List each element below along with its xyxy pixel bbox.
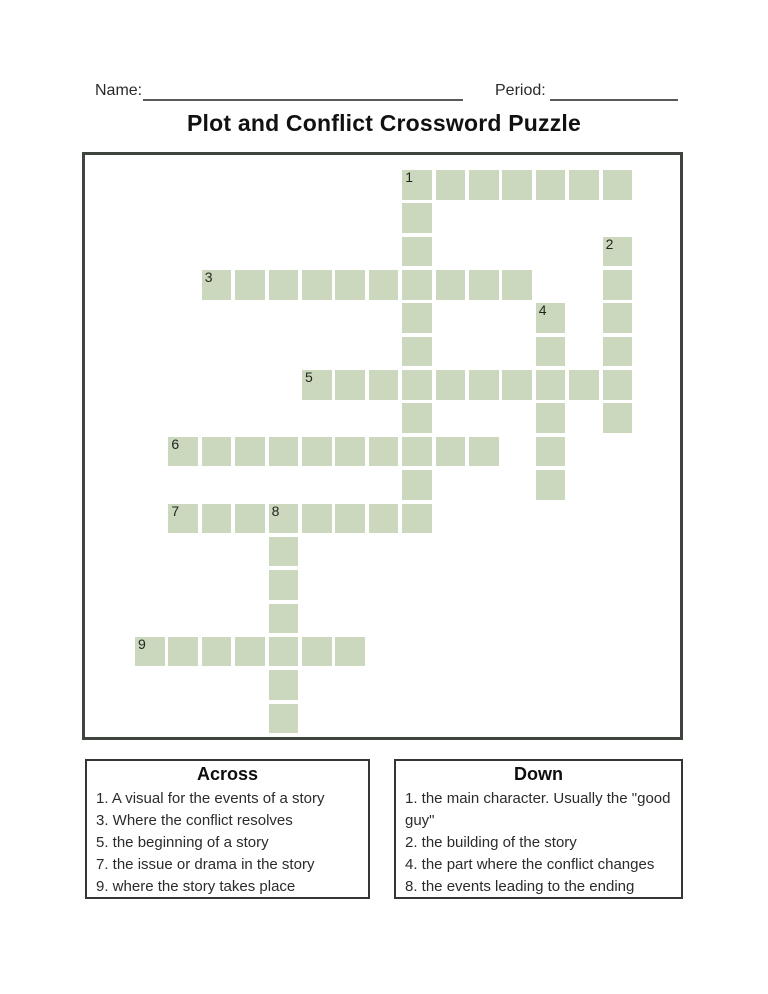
crossword-cell[interactable] [603, 270, 633, 300]
crossword-cell[interactable] [335, 637, 365, 667]
crossword-cell[interactable] [603, 370, 633, 400]
crossword-cell[interactable] [402, 203, 432, 233]
crossword-cell[interactable] [536, 337, 566, 367]
crossword-cell[interactable] [269, 604, 299, 634]
down-clues-title: Down [514, 764, 563, 784]
crossword-cell[interactable] [402, 303, 432, 333]
down-clue-2: 2. the building of the story [405, 834, 577, 851]
crossword-cell[interactable] [402, 403, 432, 433]
cell-number: 4 [538, 302, 547, 319]
crossword-cell[interactable] [335, 370, 365, 400]
crossword-cell[interactable] [436, 370, 466, 400]
across-clues-box [85, 759, 370, 899]
crossword-cell[interactable] [469, 370, 499, 400]
crossword-cell[interactable] [536, 437, 566, 467]
crossword-cell[interactable] [402, 437, 432, 467]
cell-number: 8 [271, 502, 280, 519]
period-label: Period: [495, 82, 546, 99]
crossword-cell[interactable] [235, 437, 265, 467]
crossword-grid [82, 152, 683, 740]
crossword-cell[interactable] [369, 504, 399, 534]
across-clue-3: 3. Where the conflict resolves [96, 812, 293, 829]
cell-number: 2 [605, 235, 614, 252]
crossword-cell[interactable] [603, 237, 633, 267]
down-clues-box [394, 759, 683, 899]
crossword-cell[interactable] [369, 437, 399, 467]
crossword-cell[interactable] [603, 303, 633, 333]
crossword-cell[interactable] [402, 337, 432, 367]
crossword-cell[interactable] [502, 370, 532, 400]
crossword-cell[interactable] [302, 504, 332, 534]
crossword-cell[interactable] [402, 504, 432, 534]
crossword-cell[interactable] [302, 270, 332, 300]
name-blank-line[interactable] [143, 99, 463, 101]
crossword-cell[interactable] [202, 270, 232, 300]
crossword-cell[interactable] [569, 370, 599, 400]
crossword-cell[interactable] [269, 704, 299, 734]
crossword-cell[interactable] [269, 437, 299, 467]
crossword-cell[interactable] [402, 470, 432, 500]
crossword-cell[interactable] [469, 270, 499, 300]
name-label: Name: [95, 82, 143, 99]
cell-number: 1 [405, 169, 413, 185]
crossword-cell[interactable] [302, 370, 332, 400]
cell-number: 3 [204, 269, 213, 286]
across-clues-title: Across [196, 764, 259, 784]
across-clue-5: 5. the beginning of a story [96, 834, 269, 851]
crossword-cell[interactable] [302, 437, 332, 467]
crossword-cell[interactable] [369, 370, 399, 400]
crossword-cell[interactable] [502, 170, 532, 200]
crossword-cell[interactable] [135, 637, 165, 667]
crossword-cell[interactable] [402, 270, 432, 300]
crossword-cell[interactable] [402, 370, 432, 400]
crossword-cell[interactable] [469, 437, 499, 467]
crossword-cell[interactable] [536, 470, 566, 500]
cell-number: 9 [138, 635, 146, 652]
across-clue-7: 7. the issue or drama in the story [96, 856, 315, 873]
crossword-cell[interactable] [235, 504, 265, 534]
crossword-cell[interactable] [235, 270, 265, 300]
crossword-cell[interactable] [603, 170, 633, 200]
across-clue-9: 9. where the story takes place [96, 878, 296, 895]
crossword-cell[interactable] [402, 170, 432, 200]
cell-number: 6 [171, 435, 180, 452]
crossword-cell[interactable] [269, 270, 299, 300]
cell-number: 5 [305, 369, 313, 386]
crossword-cell[interactable] [569, 170, 599, 200]
crossword-cell[interactable] [335, 504, 365, 534]
crossword-cell[interactable] [536, 370, 566, 400]
crossword-cell[interactable] [202, 437, 232, 467]
period-blank-line[interactable] [550, 99, 678, 101]
cell-number: 7 [171, 502, 180, 519]
down-clue-list [405, 788, 672, 898]
crossword-cell[interactable] [436, 270, 466, 300]
crossword-cell[interactable] [502, 270, 532, 300]
crossword-cell[interactable] [536, 170, 566, 200]
across-clue-list [96, 788, 359, 898]
crossword-cell[interactable] [202, 637, 232, 667]
across-clue-1: 1. A visual for the events of a story [96, 790, 325, 807]
crossword-cell[interactable] [269, 504, 299, 534]
crossword-cell[interactable] [235, 637, 265, 667]
crossword-cell[interactable] [603, 403, 633, 433]
crossword-cell[interactable] [168, 437, 198, 467]
crossword-cell[interactable] [269, 637, 299, 667]
crossword-cell[interactable] [168, 504, 198, 534]
crossword-cell[interactable] [202, 504, 232, 534]
crossword-cell[interactable] [269, 570, 299, 600]
down-clue-8: 8. the events leading to the ending [405, 878, 635, 895]
crossword-cell[interactable] [436, 170, 466, 200]
crossword-cell[interactable] [402, 237, 432, 267]
crossword-cell[interactable] [335, 437, 365, 467]
down-clue-4: 4. the part where the conflict changes [405, 856, 655, 873]
crossword-cell[interactable] [168, 637, 198, 667]
crossword-cell[interactable] [302, 637, 332, 667]
crossword-cell[interactable] [603, 337, 633, 367]
worksheet-title: Plot and Conflict Crossword Puzzle [187, 110, 581, 136]
crossword-cell[interactable] [469, 170, 499, 200]
crossword-cell[interactable] [436, 437, 466, 467]
crossword-cell[interactable] [269, 537, 299, 567]
down-clue-1: 1. the main character. Usually the "good guy" [405, 790, 671, 829]
crossword-cell[interactable] [536, 403, 566, 433]
crossword-cell[interactable] [335, 270, 365, 300]
crossword-cell[interactable] [269, 670, 299, 700]
crossword-cell[interactable] [536, 303, 566, 333]
crossword-cell[interactable] [369, 270, 399, 300]
